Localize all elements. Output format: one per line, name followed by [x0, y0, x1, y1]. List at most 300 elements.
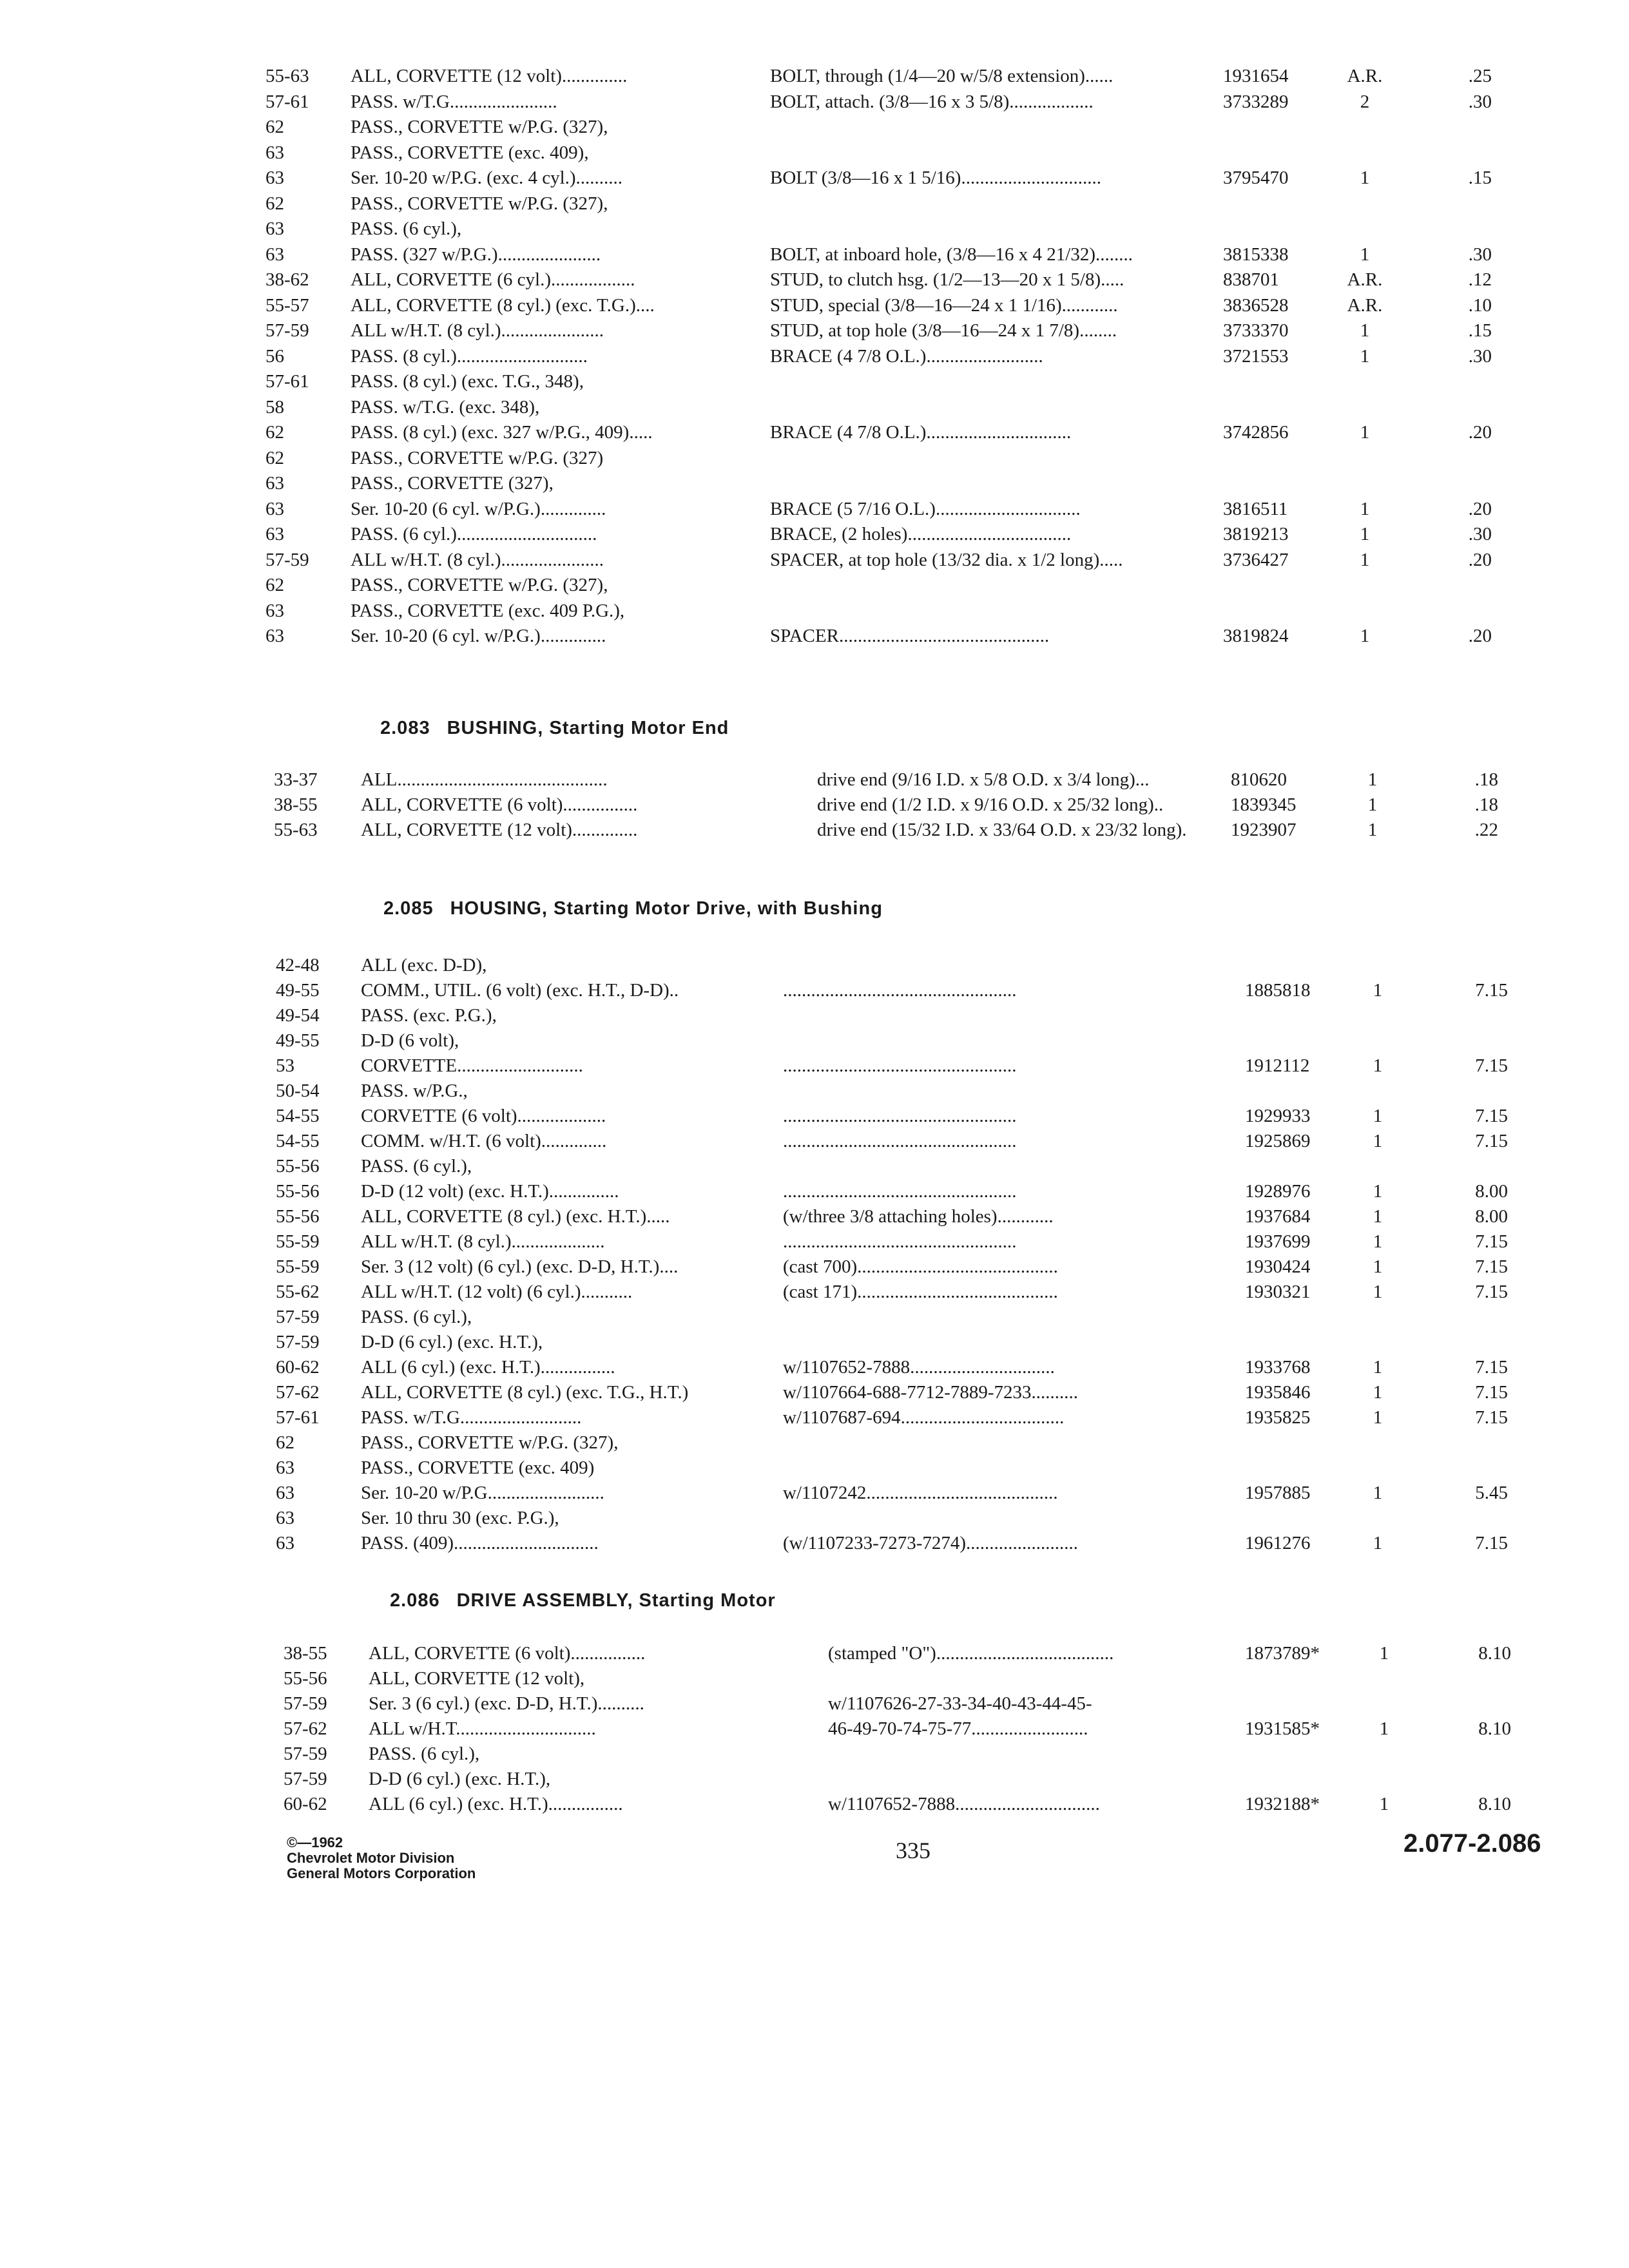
description-cell: (cast 700)...........................................: [783, 1256, 1058, 1277]
years-cell: 57-59: [284, 1769, 327, 1789]
models-cell: PASS. (exc. P.G.),: [361, 1005, 497, 1026]
description-cell: SPACER, at top hole (13/32 dia. x 1/2 long).....: [770, 549, 1123, 570]
parts-row: [0, 1178, 1629, 1204]
description-cell: STUD, to clutch hsg. (1/2—13—20 x 1 5/8).....: [770, 269, 1124, 290]
description-cell: STUD, at top hole (3/8—16—24 x 1 7/8)........: [770, 320, 1117, 341]
price-cell: .30: [1468, 524, 1492, 544]
parts-row: [0, 318, 1629, 343]
years-cell: 57-61: [265, 371, 309, 392]
years-cell: 54-55: [276, 1131, 320, 1151]
part-number-cell: 1912112: [1245, 1055, 1310, 1076]
copyright-text: ©—1962: [287, 1834, 343, 1850]
parts-row: [0, 1128, 1629, 1154]
models-cell: D-D (6 cyl.) (exc. H.T.),: [369, 1769, 551, 1789]
part-number-cell: 1961276: [1245, 1533, 1311, 1553]
parts-row: [0, 445, 1629, 471]
part-number-cell: 3819824: [1223, 626, 1289, 646]
description-cell: ..................................................: [783, 1106, 1017, 1126]
price-cell: .10: [1468, 294, 1492, 316]
models-cell: PASS., CORVETTE (exc. 409): [361, 1457, 595, 1478]
section-heading: [380, 715, 729, 741]
years-cell: 57-62: [284, 1718, 327, 1739]
years-cell: 63: [265, 498, 284, 519]
price-cell: 7.15: [1475, 1282, 1508, 1302]
years-cell: 63: [276, 1533, 294, 1553]
parts-row: [0, 496, 1629, 522]
description-cell: BOLT, attach. (3/8—16 x 3 5/8)..................: [770, 91, 1094, 112]
part-number-cell: 810620: [1231, 769, 1287, 790]
quantity-cell: 1: [1360, 626, 1370, 646]
section-range: 2.077-2.086: [1403, 1829, 1541, 1858]
models-cell: CORVETTE (6 volt)...................: [361, 1106, 606, 1126]
models-cell: PASS., CORVETTE (327),: [351, 473, 554, 494]
quantity-cell: A.R.: [1347, 66, 1383, 86]
years-cell: 63: [276, 1457, 294, 1478]
parts-row: [0, 470, 1629, 496]
years-cell: 55-56: [276, 1156, 320, 1177]
footer-credits: [287, 1835, 476, 1881]
part-number-cell: 3742856: [1223, 422, 1289, 443]
quantity-cell: 1: [1379, 1643, 1389, 1664]
part-number-cell: 1935825: [1245, 1407, 1311, 1428]
models-cell: ALL w/H.T. (8 cyl.)....................: [361, 1231, 605, 1252]
parts-row: [0, 1003, 1629, 1028]
description-cell: BRACE (5 7/16 O.L.)...............................: [770, 498, 1081, 519]
years-cell: 55-56: [284, 1668, 327, 1689]
part-number-cell: 1923907: [1231, 820, 1296, 840]
description-cell: BRACE, (2 holes)...................................: [770, 524, 1072, 544]
parts-row: [0, 1279, 1629, 1305]
models-cell: COMM., UTIL. (6 volt) (exc. H.T., D-D)..: [361, 980, 679, 1001]
years-cell: 55-56: [276, 1206, 320, 1227]
years-cell: 62: [265, 117, 284, 137]
models-cell: ALL (6 cyl.) (exc. H.T.)................: [361, 1357, 615, 1378]
quantity-cell: 1: [1360, 422, 1370, 443]
corporation-text: General Motors Corporation: [287, 1865, 476, 1881]
models-cell: PASS. (327 w/P.G.)......................: [351, 244, 601, 265]
part-number-cell: 1925869: [1245, 1131, 1311, 1151]
models-cell: PASS., CORVETTE w/P.G. (327): [351, 447, 604, 468]
parts-row: [0, 216, 1629, 242]
price-cell: .20: [1468, 422, 1492, 443]
price-cell: 8.00: [1475, 1206, 1508, 1227]
years-cell: 57-59: [284, 1744, 327, 1764]
parts-row: [0, 191, 1629, 216]
years-cell: 57-59: [276, 1332, 320, 1352]
years-cell: 63: [265, 218, 284, 239]
models-cell: D-D (6 volt),: [361, 1030, 459, 1051]
price-cell: .18: [1474, 769, 1498, 790]
price-cell: 8.10: [1478, 1794, 1511, 1814]
models-cell: ALL (exc. D-D),: [361, 955, 487, 975]
years-cell: 62: [265, 193, 284, 214]
quantity-cell: 1: [1360, 549, 1370, 570]
years-cell: 63: [265, 142, 284, 163]
models-cell: ALL, CORVETTE (8 cyl.) (exc. T.G., H.T.): [361, 1382, 689, 1403]
parts-row: [0, 1691, 1629, 1716]
quantity-cell: 1: [1367, 769, 1378, 790]
years-cell: 55-59: [276, 1256, 320, 1277]
years-cell: 62: [265, 422, 284, 443]
parts-row: [0, 114, 1629, 140]
description-cell: BRACE (4 7/8 O.L.)...............................: [770, 422, 1072, 443]
models-cell: PASS., CORVETTE (exc. 409 P.G.),: [351, 600, 625, 621]
parts-row: [0, 1741, 1629, 1767]
years-cell: 55-63: [265, 66, 309, 86]
parts-row: [0, 1229, 1629, 1254]
quantity-cell: 1: [1360, 244, 1370, 265]
part-number-cell: 1928976: [1245, 1181, 1311, 1202]
description-cell: ..................................................: [783, 1181, 1017, 1202]
years-cell: 33-37: [274, 769, 318, 790]
parts-row: [0, 572, 1629, 598]
part-number-cell: 1873789*: [1245, 1643, 1320, 1664]
years-cell: 57-61: [265, 91, 309, 112]
parts-row: [0, 767, 1629, 793]
description-cell: w/1107242.........................................: [783, 1483, 1058, 1503]
section-title: HOUSING, Starting Motor Drive, with Bushing: [450, 898, 883, 919]
parts-row: [0, 267, 1629, 293]
parts-row: [0, 1480, 1629, 1506]
models-cell: PASS., CORVETTE w/P.G. (327),: [351, 575, 608, 595]
parts-row: [0, 1530, 1629, 1556]
years-cell: 38-55: [274, 794, 318, 815]
description-cell: w/1107652-7888...............................: [828, 1794, 1100, 1814]
price-cell: .22: [1474, 820, 1498, 840]
parts-row: [0, 977, 1629, 1003]
models-cell: ALL, CORVETTE (6 volt)................: [369, 1643, 646, 1664]
price-cell: .30: [1468, 244, 1492, 265]
quantity-cell: 1: [1360, 345, 1370, 367]
models-cell: ALL w/H.T. (12 volt) (6 cyl.)...........: [361, 1282, 633, 1302]
models-cell: PASS. w/T.G..........................: [361, 1407, 582, 1428]
years-cell: 63: [265, 473, 284, 494]
models-cell: PASS., CORVETTE w/P.G. (327),: [351, 193, 608, 214]
models-cell: Ser. 10-20 (6 cyl. w/P.G.)..............: [351, 626, 606, 646]
section-code: 2.083: [380, 718, 430, 738]
description-cell: ..................................................: [783, 1131, 1017, 1151]
parts-row: [0, 1716, 1629, 1742]
models-cell: COMM. w/H.T. (6 volt)..............: [361, 1131, 607, 1151]
years-cell: 55-63: [274, 820, 318, 840]
years-cell: 55-62: [276, 1282, 320, 1302]
quantity-cell: 1: [1379, 1794, 1389, 1814]
parts-row: [0, 1354, 1629, 1380]
section-title: DRIVE ASSEMBLY, Starting Motor: [456, 1590, 776, 1611]
description-cell: BRACE (4 7/8 O.L.).........................: [770, 345, 1043, 367]
years-cell: 60-62: [276, 1357, 320, 1378]
description-cell: 46-49-70-74-75-77.........................: [828, 1718, 1088, 1739]
parts-row: [0, 1028, 1629, 1053]
years-cell: 38-62: [265, 269, 309, 290]
years-cell: 63: [265, 524, 284, 544]
part-number-cell: 1930321: [1245, 1282, 1311, 1302]
quantity-cell: 1: [1373, 1282, 1383, 1302]
description-cell: drive end (1/2 I.D. x 9/16 O.D. x 25/32 long)..: [817, 794, 1164, 815]
years-cell: 42-48: [276, 955, 320, 975]
quantity-cell: 1: [1373, 1256, 1383, 1277]
parts-row: [0, 1153, 1629, 1179]
description-cell: (stamped "O")......................................: [828, 1643, 1114, 1664]
models-cell: PASS. w/T.G. (exc. 348),: [351, 396, 540, 418]
description-cell: w/1107626-27-33-34-40-43-44-45-: [828, 1693, 1092, 1714]
models-cell: ALL (6 cyl.) (exc. H.T.)................: [369, 1794, 623, 1814]
models-cell: Ser. 10-20 w/P.G.........................: [361, 1483, 604, 1503]
parts-row: [0, 140, 1629, 166]
models-cell: ALL, CORVETTE (8 cyl.) (exc. H.T.).....: [361, 1206, 670, 1227]
quantity-cell: 1: [1373, 1231, 1383, 1252]
models-cell: ALL, CORVETTE (12 volt),: [369, 1668, 585, 1689]
years-cell: 55-56: [276, 1181, 320, 1202]
quantity-cell: 1: [1373, 1106, 1383, 1126]
part-number-cell: 1885818: [1245, 980, 1311, 1001]
years-cell: 62: [276, 1432, 294, 1453]
models-cell: ALL.............................................: [361, 769, 608, 790]
division-text: Chevrolet Motor Division: [287, 1850, 455, 1866]
price-cell: 8.00: [1475, 1181, 1508, 1202]
part-number-cell: 1839345: [1231, 794, 1296, 815]
parts-row: [0, 419, 1629, 445]
models-cell: PASS. w/T.G.......................: [351, 91, 557, 112]
part-number-cell: 1937684: [1245, 1206, 1311, 1227]
models-cell: ALL, CORVETTE (12 volt)..............: [361, 820, 638, 840]
parts-row: [0, 242, 1629, 267]
price-cell: 7.15: [1475, 980, 1508, 1001]
models-cell: Ser. 3 (12 volt) (6 cyl.) (exc. D-D, H.T.)....: [361, 1256, 679, 1277]
models-cell: PASS. (8 cyl.) (exc. T.G., 348),: [351, 371, 584, 392]
part-number-cell: 838701: [1223, 269, 1279, 290]
description-cell: BOLT, through (1/4—20 w/5/8 extension)......: [770, 66, 1113, 86]
parts-row: [0, 1455, 1629, 1481]
quantity-cell: 1: [1360, 320, 1370, 341]
quantity-cell: 1: [1360, 524, 1370, 544]
description-cell: STUD, special (3/8—16—24 x 1 1/16)............: [770, 294, 1118, 316]
years-cell: 58: [265, 396, 284, 418]
models-cell: Ser. 10-20 w/P.G. (exc. 4 cyl.)..........: [351, 168, 623, 188]
price-cell: 7.15: [1475, 1382, 1508, 1403]
years-cell: 63: [265, 244, 284, 265]
models-cell: Ser. 10-20 (6 cyl. w/P.G.)..............: [351, 498, 606, 519]
parts-row: [0, 165, 1629, 191]
years-cell: 62: [265, 575, 284, 595]
part-number-cell: 1932188*: [1245, 1794, 1320, 1814]
price-cell: 7.15: [1475, 1106, 1508, 1126]
part-number-cell: 1957885: [1245, 1483, 1311, 1503]
models-cell: PASS. (409)...............................: [361, 1533, 599, 1553]
section-code: 2.085: [383, 898, 434, 919]
models-cell: ALL w/H.T. (8 cyl.)......................: [351, 320, 604, 341]
years-cell: 50-54: [276, 1081, 320, 1101]
price-cell: 7.15: [1475, 1533, 1508, 1553]
quantity-cell: 2: [1360, 91, 1370, 112]
description-cell: BOLT, at inboard hole, (3/8—16 x 4 21/32)........: [770, 244, 1133, 265]
parts-row: [0, 817, 1629, 843]
quantity-cell: 1: [1360, 168, 1370, 188]
description-cell: drive end (15/32 I.D. x 33/64 O.D. x 23/32 long).: [817, 820, 1187, 840]
years-cell: 63: [265, 626, 284, 646]
part-number-cell: 1931585*: [1245, 1718, 1320, 1739]
years-cell: 53: [276, 1055, 294, 1076]
quantity-cell: 1: [1373, 1357, 1383, 1378]
description-cell: w/1107652-7888...............................: [783, 1357, 1055, 1378]
models-cell: PASS. (6 cyl.)..............................: [351, 524, 597, 544]
years-cell: 57-59: [276, 1307, 320, 1327]
models-cell: D-D (6 cyl.) (exc. H.T.),: [361, 1332, 543, 1352]
parts-row: [0, 1329, 1629, 1355]
models-cell: PASS. w/P.G.,: [361, 1081, 468, 1101]
description-cell: BOLT (3/8—16 x 1 5/16)..............................: [770, 168, 1101, 188]
price-cell: 5.45: [1475, 1483, 1508, 1503]
price-cell: .20: [1468, 498, 1492, 519]
parts-row: [0, 623, 1629, 649]
years-cell: 49-54: [276, 1005, 320, 1026]
price-cell: .18: [1474, 794, 1498, 815]
description-cell: SPACER.............................................: [770, 626, 1050, 646]
models-cell: PASS. (6 cyl.),: [361, 1307, 472, 1327]
section-heading: [390, 1588, 776, 1613]
models-cell: ALL w/H.T..............................: [369, 1718, 596, 1739]
description-cell: drive end (9/16 I.D. x 5/8 O.D. x 3/4 long)...: [817, 769, 1150, 790]
parts-row: [0, 521, 1629, 547]
models-cell: PASS., CORVETTE (exc. 409),: [351, 142, 589, 163]
years-cell: 57-62: [276, 1382, 320, 1403]
years-cell: 55-57: [265, 294, 309, 316]
years-cell: 60-62: [284, 1794, 327, 1814]
models-cell: PASS. (6 cyl.),: [369, 1744, 480, 1764]
parts-row: [0, 1204, 1629, 1229]
description-cell: w/1107664-688-7712-7889-7233..........: [783, 1382, 1079, 1403]
years-cell: 56: [265, 345, 284, 367]
years-cell: 57-59: [284, 1693, 327, 1714]
quantity-cell: 1: [1373, 1206, 1383, 1227]
models-cell: ALL, CORVETTE (12 volt)..............: [351, 66, 628, 86]
models-cell: PASS. (6 cyl.),: [351, 218, 462, 239]
price-cell: 7.15: [1475, 1231, 1508, 1252]
price-cell: .20: [1468, 549, 1492, 570]
models-cell: PASS. (8 cyl.) (exc. 327 w/P.G., 409).....: [351, 422, 653, 443]
description-cell: ..................................................: [783, 1231, 1017, 1252]
parts-row: [0, 952, 1629, 978]
quantity-cell: 1: [1373, 1533, 1383, 1553]
parts-row: [0, 598, 1629, 624]
part-number-cell: 3795470: [1223, 168, 1289, 188]
parts-row: [0, 1078, 1629, 1104]
quantity-cell: 1: [1367, 820, 1378, 840]
price-cell: .30: [1468, 345, 1492, 367]
models-cell: ALL, CORVETTE (6 volt)................: [361, 794, 638, 815]
years-cell: 63: [276, 1483, 294, 1503]
years-cell: 57-59: [265, 320, 309, 341]
parts-row: [0, 1430, 1629, 1456]
parts-row: [0, 1304, 1629, 1330]
price-cell: .20: [1468, 626, 1492, 646]
parts-row: [0, 293, 1629, 318]
years-cell: 63: [265, 168, 284, 188]
years-cell: 62: [265, 447, 284, 468]
quantity-cell: 1: [1379, 1718, 1389, 1739]
parts-row: [0, 1254, 1629, 1280]
years-cell: 49-55: [276, 1030, 320, 1051]
description-cell: (w/three 3/8 attaching holes)............: [783, 1206, 1054, 1227]
parts-row: [0, 792, 1629, 818]
price-cell: 7.15: [1475, 1407, 1508, 1428]
parts-row: [0, 1379, 1629, 1405]
quantity-cell: A.R.: [1347, 294, 1383, 316]
parts-row: [0, 1791, 1629, 1817]
price-cell: 8.10: [1478, 1718, 1511, 1739]
part-number-cell: 3736427: [1223, 549, 1289, 570]
description-cell: (cast 171)...........................................: [783, 1282, 1058, 1302]
part-number-cell: 3819213: [1223, 524, 1289, 544]
quantity-cell: 1: [1373, 1055, 1383, 1076]
parts-row: [0, 1405, 1629, 1430]
models-cell: D-D (12 volt) (exc. H.T.)...............: [361, 1181, 619, 1202]
price-cell: 8.10: [1478, 1643, 1511, 1664]
price-cell: .30: [1468, 91, 1492, 112]
models-cell: Ser. 3 (6 cyl.) (exc. D-D, H.T.)..........: [369, 1693, 644, 1714]
parts-row: [0, 1053, 1629, 1079]
description-cell: ..................................................: [783, 1055, 1017, 1076]
quantity-cell: 1: [1373, 1131, 1383, 1151]
part-number-cell: 3721553: [1223, 345, 1289, 367]
section-title: BUSHING, Starting Motor End: [447, 718, 729, 738]
parts-row: [0, 63, 1629, 89]
parts-row: [0, 1666, 1629, 1691]
parts-row: [0, 1640, 1629, 1666]
quantity-cell: 1: [1373, 1483, 1383, 1503]
models-cell: PASS., CORVETTE w/P.G. (327),: [351, 117, 608, 137]
models-cell: PASS., CORVETTE w/P.G. (327),: [361, 1432, 619, 1453]
description-cell: (w/1107233-7273-7274)........................: [783, 1533, 1079, 1553]
price-cell: 7.15: [1475, 1256, 1508, 1277]
models-cell: PASS. (8 cyl.)............................: [351, 345, 588, 367]
quantity-cell: 1: [1373, 980, 1383, 1001]
part-number-cell: 1931654: [1223, 66, 1289, 86]
part-number-cell: 1930424: [1245, 1256, 1311, 1277]
quantity-cell: A.R.: [1347, 269, 1383, 290]
years-cell: 57-59: [265, 549, 309, 570]
years-cell: 38-55: [284, 1643, 327, 1664]
price-cell: .15: [1468, 168, 1492, 188]
models-cell: CORVETTE...........................: [361, 1055, 583, 1076]
years-cell: 57-61: [276, 1407, 320, 1428]
price-cell: 7.15: [1475, 1131, 1508, 1151]
price-cell: 7.15: [1475, 1055, 1508, 1076]
quantity-cell: 1: [1373, 1407, 1383, 1428]
quantity-cell: 1: [1373, 1181, 1383, 1202]
description-cell: ..................................................: [783, 980, 1017, 1001]
part-number-cell: 3816511: [1223, 498, 1288, 519]
quantity-cell: 1: [1360, 498, 1370, 519]
models-cell: Ser. 10 thru 30 (exc. P.G.),: [361, 1508, 559, 1528]
parts-row: [0, 1505, 1629, 1531]
years-cell: 63: [276, 1508, 294, 1528]
models-cell: PASS. (6 cyl.),: [361, 1156, 472, 1177]
models-cell: ALL w/H.T. (8 cyl.)......................: [351, 549, 604, 570]
quantity-cell: 1: [1373, 1382, 1383, 1403]
years-cell: 54-55: [276, 1106, 320, 1126]
models-cell: ALL, CORVETTE (8 cyl.) (exc. T.G.)....: [351, 294, 655, 316]
price-cell: .15: [1468, 320, 1492, 341]
part-number-cell: 3836528: [1223, 294, 1289, 316]
parts-row: [0, 1766, 1629, 1792]
parts-row: [0, 394, 1629, 420]
section-code: 2.086: [390, 1590, 440, 1611]
part-number-cell: 1937699: [1245, 1231, 1311, 1252]
parts-row: [0, 1103, 1629, 1129]
part-number-cell: 1933768: [1245, 1357, 1311, 1378]
price-cell: .12: [1468, 269, 1492, 290]
